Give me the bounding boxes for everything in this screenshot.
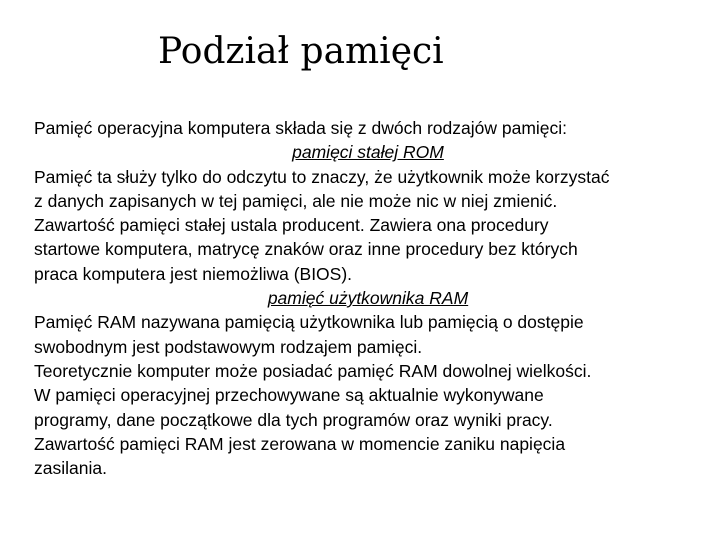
intro-line: Pamięć operacyjna komputera składa się z dwóch rodzajów pamięci: xyxy=(34,118,568,138)
body-line: startowe komputera, matrycę znaków oraz inne procedury bez których xyxy=(34,239,578,260)
body-line: Zawartość pamięci stałej ustala producent. Zawiera ona procedury xyxy=(34,215,549,236)
body-line: praca komputera jest niemożliwa (BIOS). xyxy=(34,263,353,284)
heading-ram: pamięć użytkownika RAM xyxy=(267,288,469,309)
body-line: Pamięć ta służy tylko do odczytu to znaczy, że użytkownik może korzystać xyxy=(34,166,610,187)
body-line: z danych zapisanych w tej pamięci, ale nie może nic w niej zmienić. xyxy=(34,190,558,211)
body-line: Zawartość pamięci RAM jest zerowana w momencie zaniku napięcia xyxy=(34,433,566,454)
body-line: zasilania. xyxy=(34,458,107,479)
body-line: swobodnym jest podstawowym rodzajem pamięci. xyxy=(34,336,423,357)
body-line: W pamięci operacyjnej przechowywane są aktualnie wykonywane xyxy=(34,385,544,406)
slide-title: Podział pamięci xyxy=(158,31,444,72)
heading-rom: pamięci stałej ROM xyxy=(292,142,444,163)
slide-body xyxy=(34,116,702,480)
body-line: programy, dane początkowe dla tych programów oraz wyniki pracy. xyxy=(34,409,553,430)
body-line: Pamięć RAM nazywana pamięcią użytkownika lub pamięcią o dostępie xyxy=(34,312,584,333)
body-line: Teoretycznie komputer może posiadać pamięć RAM dowolnej wielkości. xyxy=(34,360,592,381)
